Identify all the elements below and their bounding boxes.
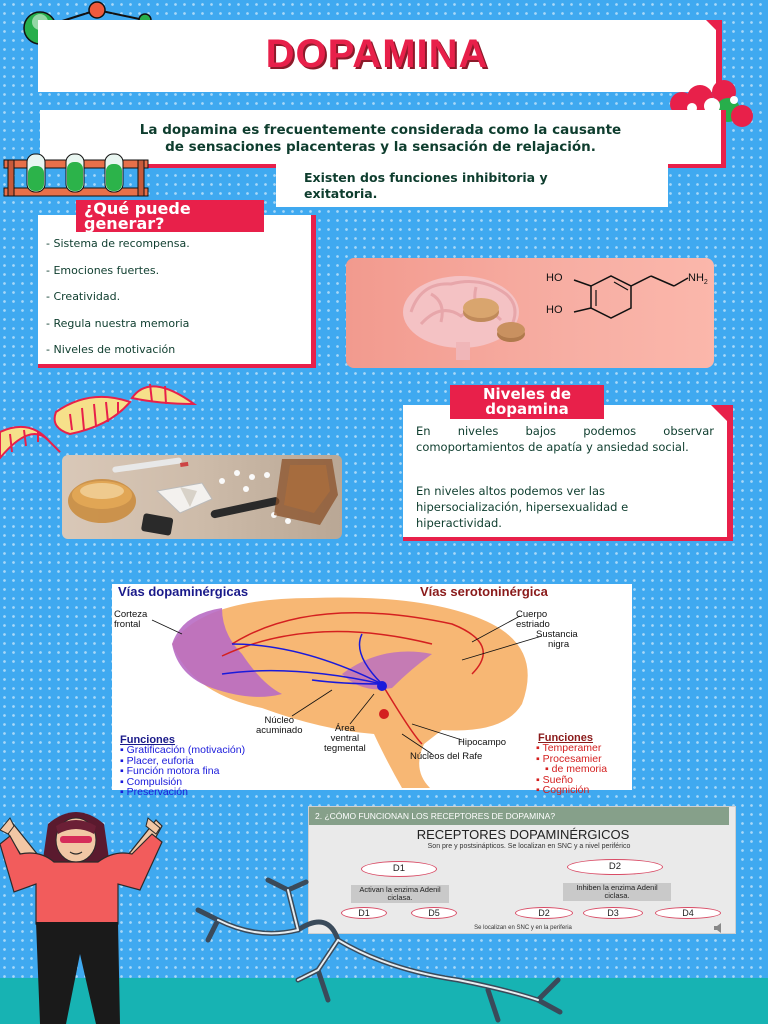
intro-line-1: La dopamina es frecuentemente considerada como la causante — [139, 122, 622, 138]
niveles-header-line-2: dopamina — [485, 400, 569, 418]
receptors-footnote: Se localizan en SNC y en la periferia — [474, 925, 572, 931]
receptor-d4-sub: D4 — [655, 907, 721, 919]
receptor-d1: D1 — [361, 861, 437, 877]
niveles-high-text: En niveles altos podemos ver las hipersocialización, hipersexualidad e hiperactividad. — [416, 484, 629, 530]
list-item: ▪ Preservación — [120, 787, 245, 798]
receptor-d2-sub: D2 — [515, 907, 573, 919]
molecule-label-ho-2: HO — [546, 304, 563, 316]
list-item: ▪ Placer, euforia — [120, 756, 245, 767]
activan-box: Activan la enzima Adenil ciclasa. — [351, 885, 449, 903]
receptor-d1-sub: D1 — [341, 907, 387, 919]
speaker-icon[interactable] — [713, 923, 727, 933]
inhiben-box: Inhiben la enzima Adenil ciclasa. — [563, 883, 671, 901]
label-hipocampo: Hipocampo — [458, 737, 507, 748]
label-corteza — [114, 610, 147, 630]
label-area-2: ventral — [330, 733, 360, 744]
generar-header-line-1: ¿Qué puede — [84, 199, 191, 218]
intro-line-2: de sensaciones placenteras y la sensación de relajación. — [165, 139, 596, 155]
generar-card — [38, 215, 316, 368]
generar-list — [46, 237, 190, 370]
functions-note-line-2: exitatoria. — [304, 186, 378, 201]
receptors-subtitle: Son pre y postsinápticos. Se localizan en SNC y a nivel periférico — [427, 843, 631, 850]
dopamine-functions-title: Funciones — [120, 734, 176, 746]
label-cuerpo-2: estriado — [516, 619, 550, 630]
molecule-label-ho-1: HO — [546, 272, 563, 284]
serotonergic-title: Vías serotoninérgica — [420, 584, 548, 599]
label-nucleo-acuminado — [256, 716, 302, 736]
brain-coins-photo — [346, 258, 714, 368]
list-item: - Emociones fuertes. — [46, 263, 160, 277]
test-tubes-icon — [2, 150, 150, 200]
neuron-icon — [188, 880, 568, 1024]
label-area-1: Área — [334, 723, 355, 734]
molecule-label-nh2-sub: 2 — [703, 279, 708, 287]
list-item: ▪ Temperamer — [536, 743, 607, 754]
label-nucleo-2: acuminado — [256, 725, 303, 736]
label-cuerpo-1: Cuerpo — [516, 609, 548, 620]
functions-note — [304, 170, 548, 202]
title-card — [38, 20, 722, 92]
page-title: DOPAMINA — [265, 32, 489, 76]
niveles-low-text: En niveles bajos podemos observar comoportamientos de apatía y ansiedad social. — [416, 424, 714, 454]
woman-character-illustration — [0, 804, 170, 1024]
functions-note-line-1: Existen dos funciones inhibitoria y — [304, 170, 548, 185]
label-corteza-2: frontal — [114, 619, 141, 630]
receptors-bar: 2. ¿CÓMO FUNCIONAN LOS RECEPTORES DE DOPAMINA? — [309, 807, 729, 825]
serotonin-functions-list — [536, 743, 607, 796]
substances-photo — [62, 455, 342, 539]
molecule-label-nh: NH — [688, 272, 704, 284]
label-corteza-1: Corteza — [114, 609, 148, 620]
list-item: ▪ Cognición — [536, 785, 607, 796]
receptor-d2: D2 — [567, 859, 663, 875]
list-item: ▪ Gratificación (motivación) — [120, 745, 245, 756]
label-nucleo-1: Núcleo — [264, 715, 295, 726]
label-sustancia-2: nigra — [548, 639, 570, 650]
list-item: - Sistema de recompensa. — [46, 237, 190, 250]
list-item: ▪ de memoria — [536, 764, 607, 775]
functions-note-card — [276, 163, 668, 207]
label-area-ventral — [324, 724, 366, 754]
generar-header — [76, 200, 264, 232]
receptors-title: RECEPTORES DOPAMINÉRGICOS — [416, 827, 630, 842]
dopaminergic-title: Vías dopaminérgicas — [118, 584, 249, 599]
receptor-d5-sub: D5 — [411, 907, 457, 919]
list-item: ▪ Función motora fina — [120, 766, 245, 777]
list-item: - Creatividad. — [46, 290, 121, 303]
niveles-header — [450, 385, 604, 419]
substances-illustration — [62, 455, 342, 539]
generar-header-line-2: generar? — [84, 214, 165, 233]
list-item: ▪ Procesamier — [536, 754, 607, 765]
label-cuerpo-estriado — [516, 610, 550, 630]
niveles-card — [403, 405, 733, 541]
pathways-diagram — [112, 584, 632, 798]
niveles-header-line-1: Niveles de — [482, 385, 572, 403]
list-item: - Niveles de motivación — [46, 343, 176, 356]
dna-strand-icon — [0, 368, 200, 466]
label-area-3: tegmental — [324, 743, 366, 754]
serotonin-functions-title: Funciones — [538, 732, 594, 744]
molecule-label-nh2 — [688, 272, 708, 286]
list-item: ▪ Compulsión — [120, 777, 245, 788]
label-sustancia-1: Sustancia — [536, 629, 578, 640]
label-rafe: Núcleos del Rafe — [410, 751, 483, 762]
label-sustancia-nigra — [536, 630, 578, 650]
receptor-d3-sub: D3 — [583, 907, 643, 919]
dopamine-functions-list — [120, 745, 245, 798]
list-item: - Regula nuestra memoria — [46, 316, 190, 330]
list-item: ▪ Sueño — [536, 775, 607, 786]
brain-illustration — [401, 272, 531, 362]
